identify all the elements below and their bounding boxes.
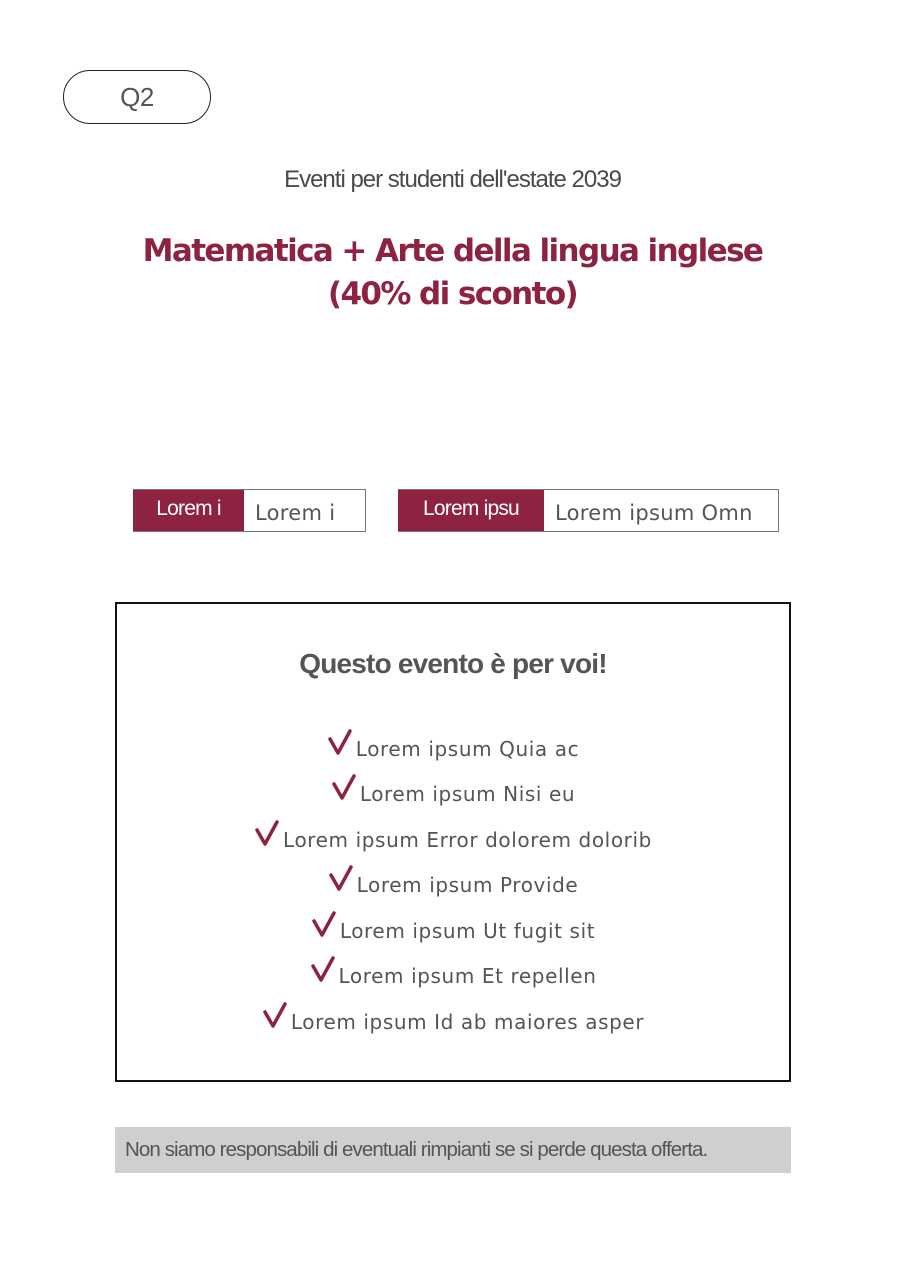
list-item (117, 908, 789, 954)
check-icon (328, 865, 354, 893)
list-item-text: Lorem ipsum Nisi eu (359, 782, 576, 807)
check-icon (254, 820, 280, 848)
info-tag-1-label: Lorem i (133, 490, 244, 531)
list-item-text: Lorem ipsum Id ab maiores asper (290, 1009, 645, 1034)
info-tag-1 (133, 489, 366, 532)
list-item-text: Lorem ipsum Error dolorem dolorib (283, 827, 652, 852)
check-icon (262, 1002, 288, 1030)
title-line-1: Matematica + Arte della lingua inglese (142, 233, 763, 269)
list-item-text: Lorem ipsum Et repellen (338, 964, 597, 989)
subtitle: Eventi per studenti dell'estate 2039 (284, 166, 621, 193)
title-line-2: (40% di sconto) (327, 276, 578, 312)
info-tag-2 (398, 489, 779, 532)
check-icon (331, 774, 357, 802)
list-item (117, 772, 789, 818)
quarter-badge: Q2 (63, 70, 211, 124)
check-icon (310, 956, 336, 984)
list-item (117, 863, 789, 909)
info-tag-1-value: Lorem i (255, 500, 336, 525)
list-item-text: Lorem ipsum Quia ac (355, 736, 580, 761)
disclaimer-banner: Non siamo responsabili di eventuali rimpianti se si perde questa offerta. (115, 1127, 791, 1173)
check-icon (311, 911, 337, 939)
audience-box-title: Questo evento è per voi! (299, 648, 607, 679)
list-item (117, 817, 789, 863)
list-item-text: Lorem ipsum Ut fugit sit (339, 918, 596, 943)
audience-list (117, 726, 789, 1045)
audience-box (115, 602, 791, 1082)
page-title (0, 230, 905, 316)
info-tag-2-value: Lorem ipsum Omn (555, 500, 753, 525)
list-item (117, 999, 789, 1045)
list-item (117, 726, 789, 772)
info-tag-2-label: Lorem ipsu (398, 490, 544, 531)
list-item-text: Lorem ipsum Provide (356, 873, 579, 898)
list-item (117, 954, 789, 1000)
check-icon (327, 729, 353, 757)
